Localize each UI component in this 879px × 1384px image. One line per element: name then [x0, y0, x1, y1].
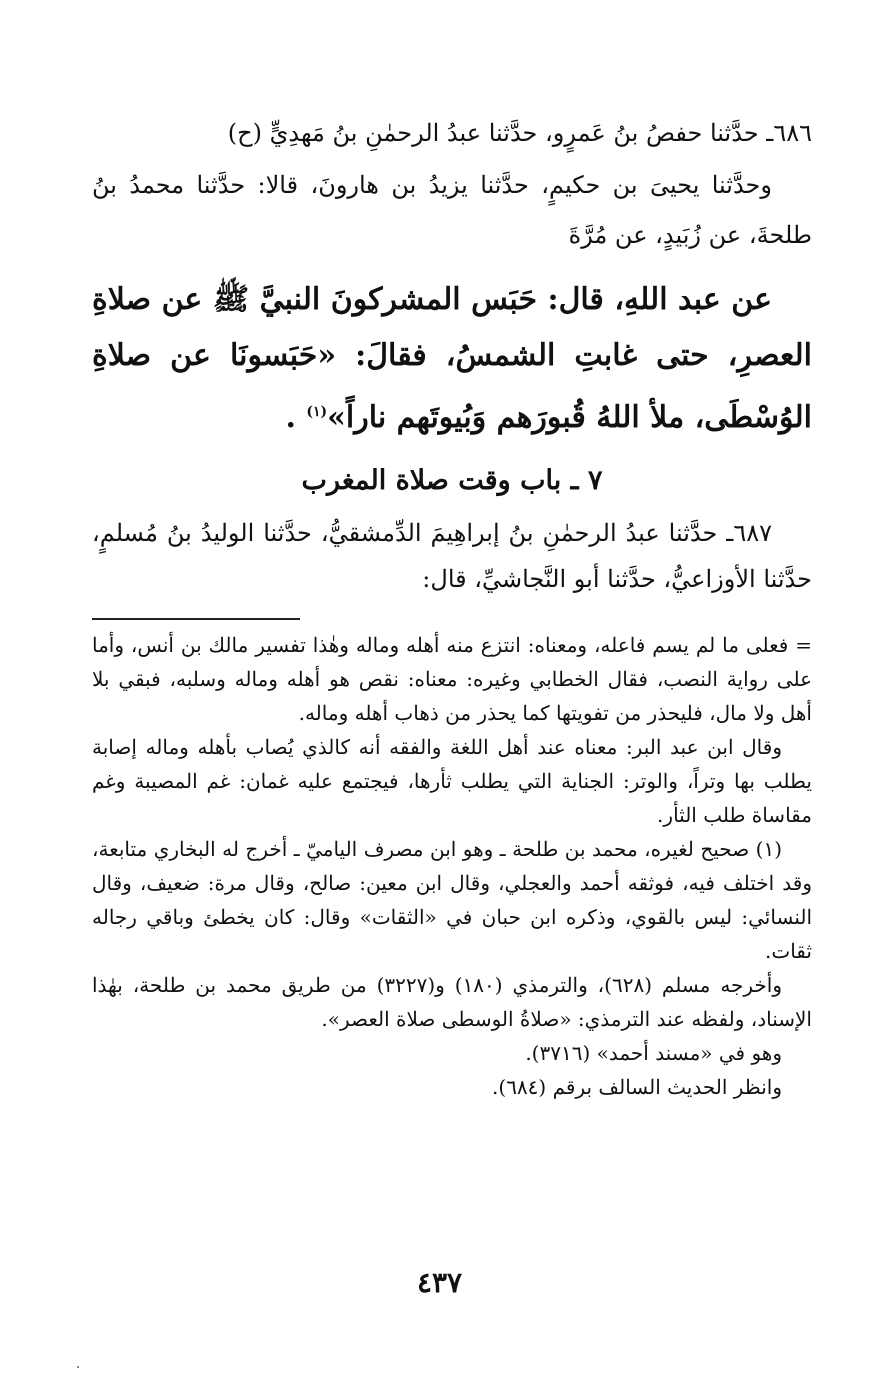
hadith-686-isnad-line-1: ٦٨٦ـ حدَّثنا حفصُ بنُ عَمرٍو، حدَّثنا عبدُ الرحمٰنِ بنُ مَهدِيٍّ (ح) — [227, 119, 812, 147]
footnote-separator — [92, 618, 300, 620]
footnote-paragraph: (١) صحيح لغيره، محمد بن طلحة ـ وهو ابن مصرف الياميّ ـ أخرج له البخاري متابعة، وقد اختلف فيه، فوثقه أحمد والعجلي، وقال ابن معين: صالح، وقال مرة: ضعيف، وقال النسائي: ليس بالقوي، وذكره ابن حبان في «الثقات» وقال: كان يخطئ وباقي رجاله ثقات. — [92, 837, 812, 963]
scan-speck — [77, 1366, 79, 1368]
hadith-686-isnad-line-2: وحدَّثنا يحيىَ بن حكيمٍ، حدَّثنا يزيدُ بن هارونَ، قالا: حدَّثنا محمدُ بنُ طلحةَ، عن زُبَيدٍ، عن مُرَّةَ — [92, 171, 812, 249]
hadith-686-matn-end: . — [285, 400, 307, 435]
footnote-paragraph: وهو في «مسند أحمد» (٣٧١٦). — [525, 1041, 782, 1065]
hadith-686-matn — [92, 272, 812, 446]
footnote-paragraph: = فعلى ما لم يسم فاعله، ومعناه: انتزع منه أهله وماله وهٰذا تفسير مالك بن أنس، وأما على رواية النصب، فقال الخطابي وغيره: معناه: نقص هو أهله وماله وسلبه، فبقي بلا أهل ولا مال، فليحذر من تفويتها كما يحذر من ذهاب أهله وماله. — [92, 633, 812, 725]
page-number: ٤٣٧ — [416, 1266, 463, 1299]
chapter-heading: ٧ ـ باب وقت صلاة المغرب — [301, 465, 603, 496]
footnote-paragraph: وقال ابن عبد البر: معناه عند أهل اللغة والفقه أنه كالذي يُصاب بأهله وماله إصابة يطلب بها وتراً، والوتر: الجناية التي يطلب ثأرها، فيجتمع عليه غمان: غم المصيبة وغم مقاساة طلب الثأر. — [92, 735, 812, 827]
footnote-marker: (١) — [306, 404, 328, 420]
hadith-686-matn-text: عن عبد اللهِ، قال: حَبَس المشركونَ النبيَّ ﷺ عن صلاةِ العصرِ، حتى غابتِ الشمسُ، فقالَ: «حَبَسونَا عن صلاةِ الوُسْطَى، ملأ اللهُ قُبورَهم وَبُيوتَهم ناراً» — [92, 282, 812, 435]
hadith-687-isnad: ٦٨٧ـ حدَّثنا عبدُ الرحمٰنِ بنُ إبراهِيمَ الدِّمشقيُّ، حدَّثنا الوليدُ بنُ مُسلمٍ، حدَّثنا الأوزاعيُّ، حدَّثنا أبو النَّجاشيِّ، قال: — [92, 519, 812, 593]
footnote-paragraph: وأخرجه مسلم (٦٢٨)، والترمذي (١٨٠) و(٣٢٢٧) من طريق محمد بن طلحة، بهٰذا الإسناد، ولفظه عند الترمذي: «صلاةُ الوسطى صلاة العصر». — [92, 973, 812, 1031]
page-body — [92, 108, 812, 1104]
footnote-paragraph: وانظر الحديث السالف برقم (٦٨٤). — [492, 1075, 782, 1099]
